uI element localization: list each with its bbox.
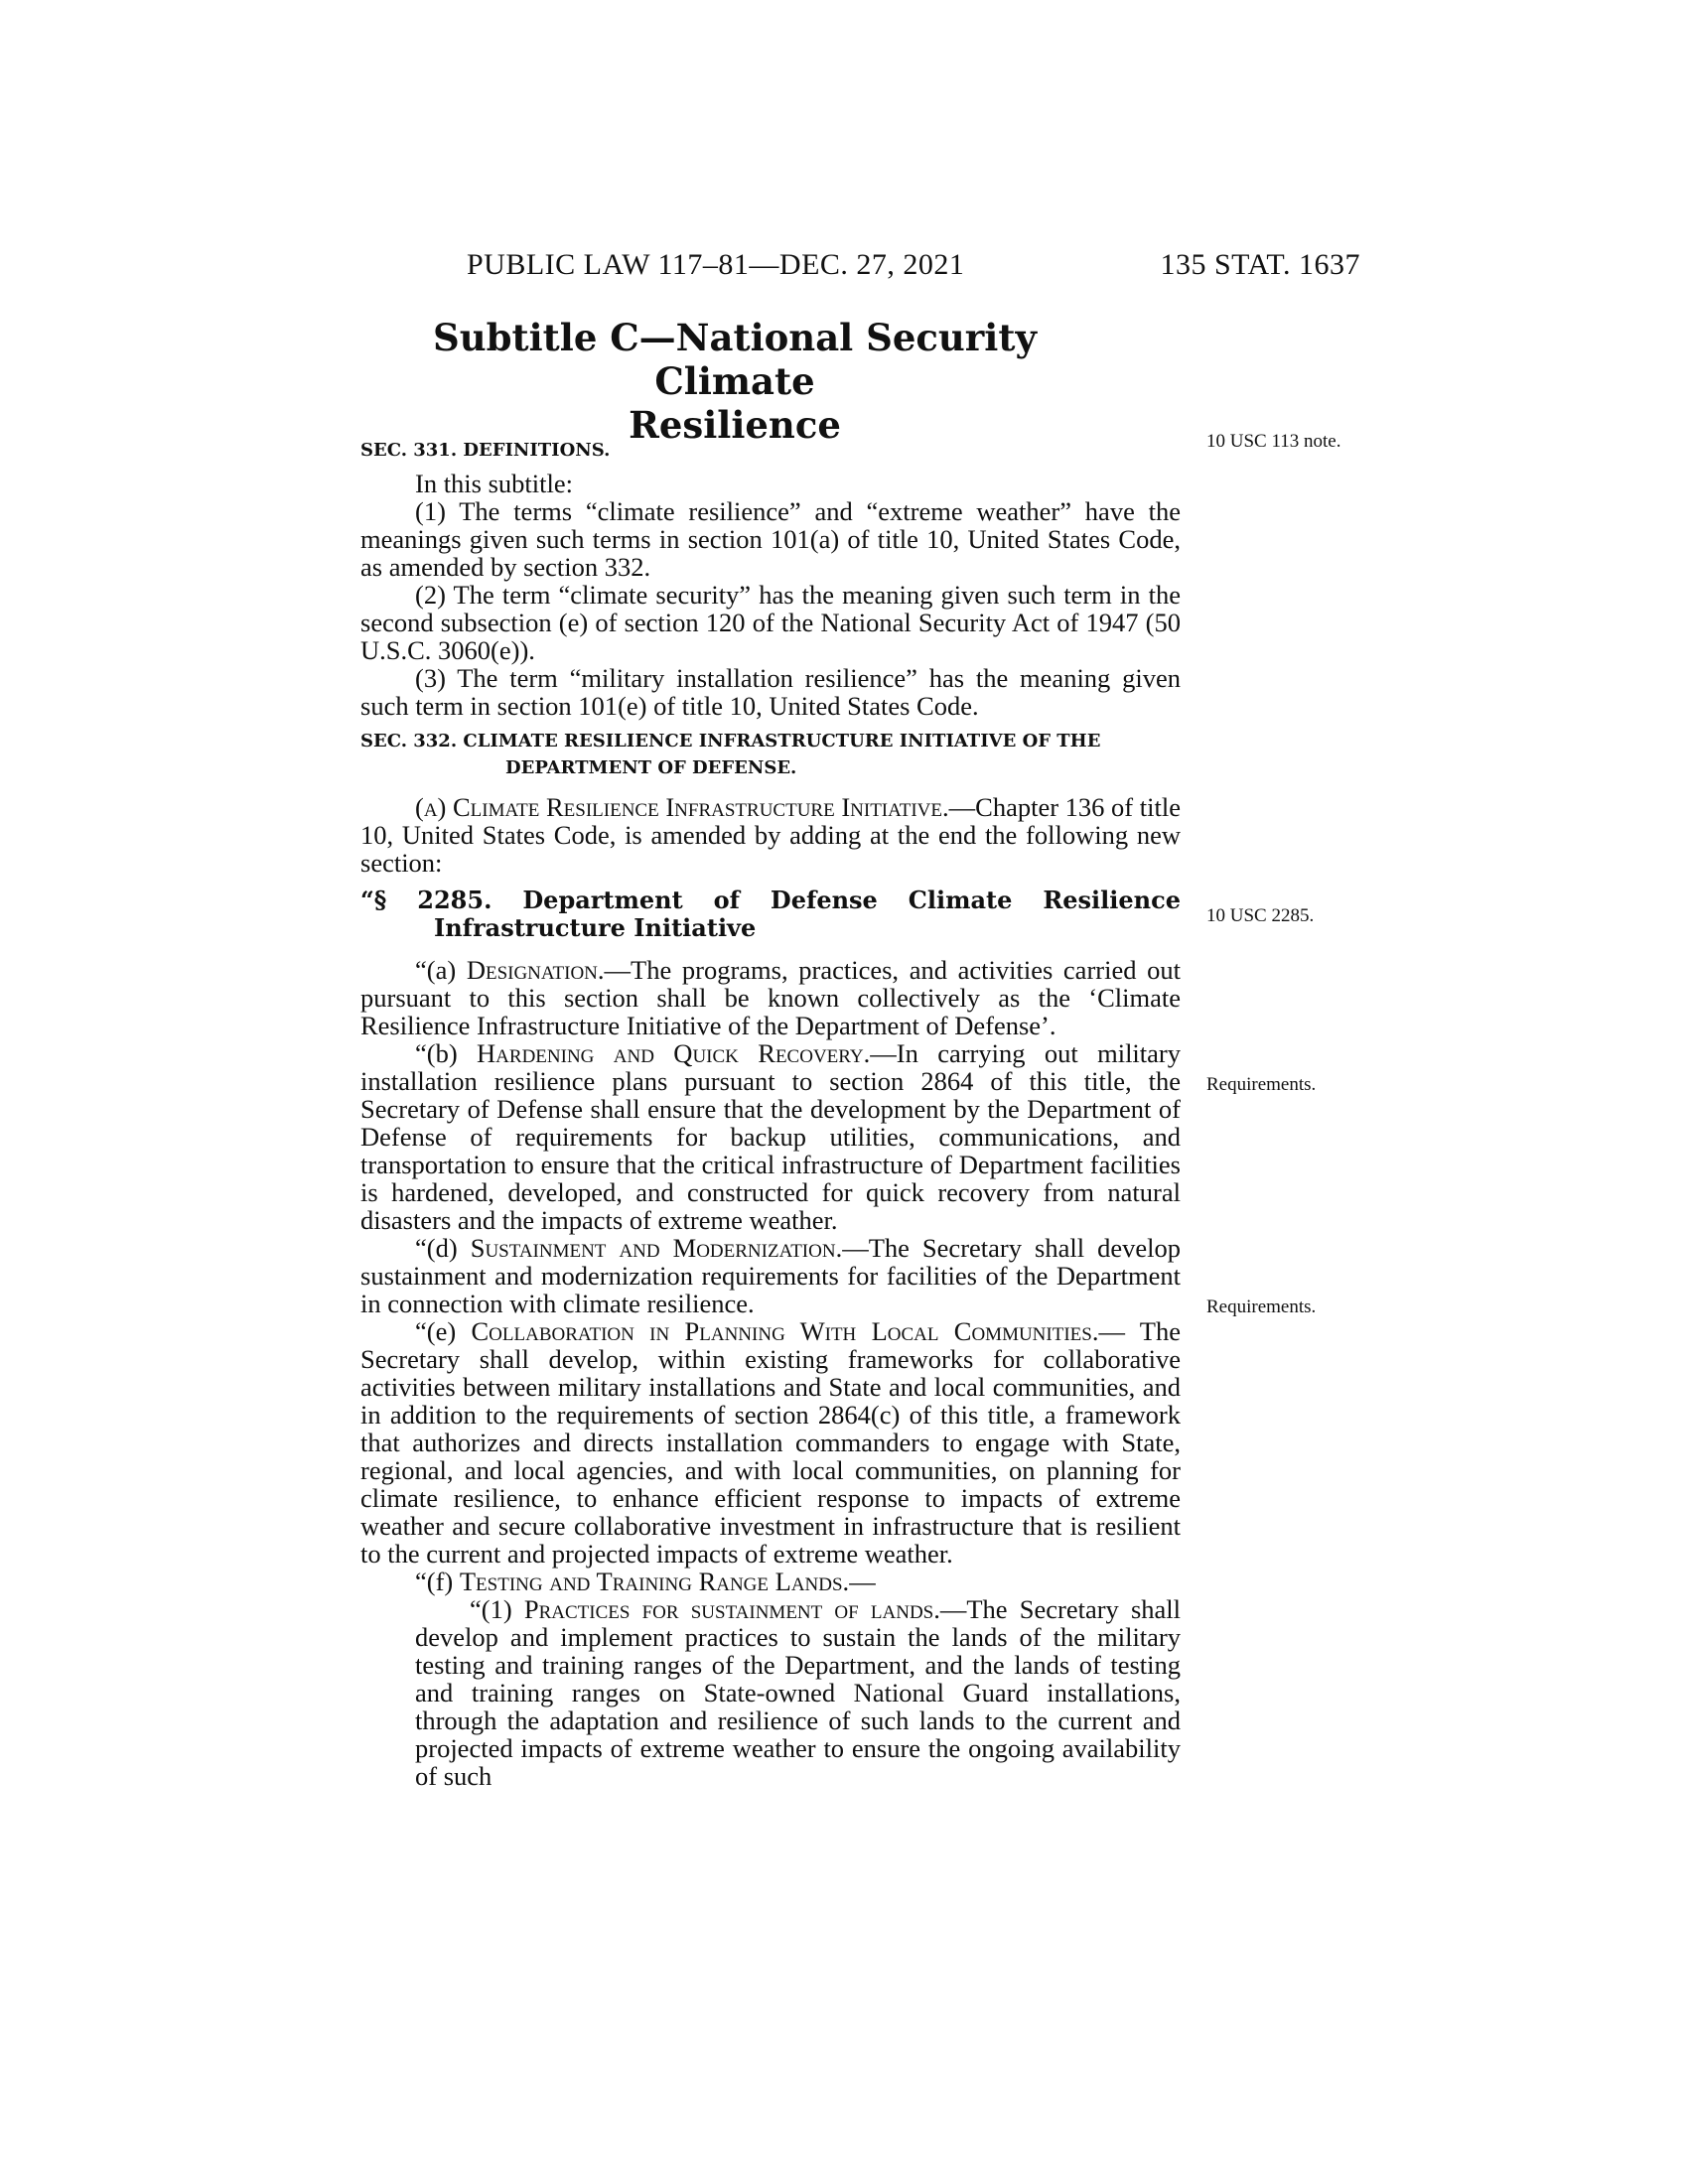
document-body [360, 437, 1181, 1790]
sec2285-b-open: “(b) [415, 1038, 478, 1068]
sec332-para-a [360, 793, 1181, 877]
sec2285-para-e [360, 1317, 1181, 1568]
sec2285-heading: “§ 2285. Department of Defense Climate Resilience Infrastructure Initiative [360, 886, 1181, 942]
sec2285-d-open: “(d) [415, 1233, 471, 1263]
margin-note-sec2285: 10 USC 2285. [1206, 905, 1315, 926]
subtitle-heading [352, 316, 1117, 447]
sec2285-d-label: Sustainment and Modernization. [470, 1233, 843, 1263]
sec2285-para-f [360, 1568, 1181, 1595]
sec2285-para-b [360, 1039, 1181, 1234]
sec332-a-text: —Chapter 136 of title 10, United States Code, is amended by adding at the end the following new section: [360, 792, 1181, 878]
sec2285-para-f1 [360, 1595, 1181, 1790]
sec2285-f-label: Testing and Training Range Lands. [459, 1567, 850, 1596]
page-header [467, 248, 1360, 288]
sec2285-b-label: Hardening and Quick Recovery. [477, 1038, 871, 1068]
margin-note-requirements-d: Requirements. [1206, 1297, 1317, 1317]
sec2285-e-label: Collaboration in Planning With Local Communities. [471, 1316, 1099, 1346]
sec331-intro: In this subtitle: [415, 469, 573, 498]
sec2285-a-label: Designation. [466, 955, 605, 985]
law-citation: PUBLIC LAW 117–81—DEC. 27, 2021 [467, 248, 965, 281]
sec2285-e-open: “(e) [415, 1316, 472, 1346]
sec331-heading: SEC. 331. DEFINITIONS. [360, 440, 611, 461]
margin-note-requirements-b: Requirements. [1206, 1074, 1317, 1095]
sec2285-b-text: —In carrying out military installation resilience plans pursuant to section 2864 of this title, the Secretary of Defense shall ensure that the development by the Department of Defense of requirements for backup utilities, communications, and transportation to ensure that the critical infrastructure of Department facilities is hardened, developed, and constructed for quick recovery from natural disasters and the impacts of extreme weather. [360, 1038, 1181, 1235]
sec2285-a-open: “(a) [415, 955, 467, 985]
sec332-heading: SEC. 332. CLIMATE RESILIENCE INFRASTRUCTURE INITIATIVE OF THE DEPARTMENT OF DEFENSE. [360, 731, 1101, 778]
sec331-para-3: (3) The term “military installation resilience” has the meaning given such term in section 101(e) of title 10, United States Code. [360, 663, 1181, 721]
sec2285-e-text: — The Secretary shall develop, within existing frameworks for collaborative activities between military installations and State and local communities, and in addition to the requirements of section 2864(c) of this title, a framework that authorizes and directs installation commanders to engage with State, regional, and local agencies, and with local communities, on planning for climate resilience, to enhance efficient response to impacts of extreme weather and secure collaborative investment in infrastructure that is resilient to the current and projected impacts of extreme weather. [360, 1316, 1181, 1569]
sec2285-d-text: —The Secretary shall develop sustainment and modernization requirements for facilities of the Department in connection with climate resilience. [360, 1233, 1181, 1318]
sec2285-f-open: “(f) [415, 1567, 460, 1596]
sec331-para-1: (1) The terms “climate resilience” and “extreme weather” have the meanings given such terms in section 101(a) of title 10, United States Code, as amended by section 332. [360, 496, 1181, 582]
sec2285-f1-open: “(1) [470, 1594, 524, 1624]
subtitle-line-2: Resilience [629, 403, 841, 447]
margin-note-sec331: 10 USC 113 note. [1206, 431, 1341, 452]
stat-page-number: 135 STAT. 1637 [1160, 248, 1360, 281]
sec2285-f1-label: Practices for sustainment of lands. [523, 1594, 940, 1624]
sec331-para-2: (2) The term “climate security” has the meaning given such term in the second subsection (e) of section 120 of the National Security Act of 1947 (50 U.S.C. 3060(e)). [360, 580, 1181, 665]
subtitle-line-1: Subtitle C—National Security Climate [433, 316, 1037, 403]
sec2285-para-a [360, 956, 1181, 1039]
sec2285-a-text: —The programs, practices, and activities carried out pursuant to this section shall be known collectively as the ‘Climate Resilience Infrastructure Initiative of the Department of Defense’. [360, 955, 1181, 1040]
sec2285-f-text: — [849, 1567, 876, 1596]
sec2285-f1-text: —The Secretary shall develop and implement practices to sustain the lands of the military testing and training ranges of the Department, and the lands of testing and training ranges on State-owned National Guard installations, through the adaptation and resilience of such lands to the current and projected impacts of extreme weather to ensure the ongoing availability of such [415, 1594, 1181, 1791]
sec2285-para-d [360, 1234, 1181, 1317]
sec332-a-label: (a) Climate Resilience Infrastructure Initiative. [415, 792, 949, 822]
